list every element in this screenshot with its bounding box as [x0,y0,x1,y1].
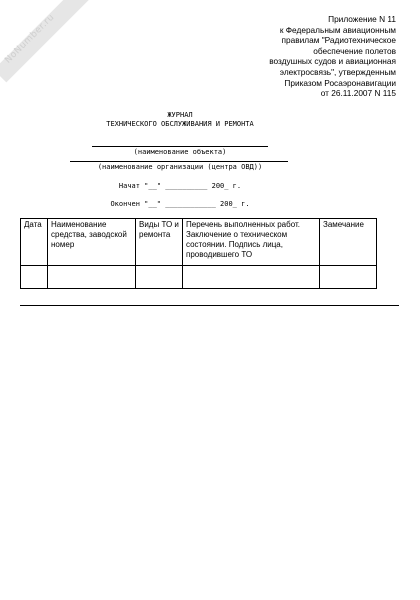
column-header-remarks: Замечание [320,219,377,266]
journal-subtitle: ТЕХНИЧЕСКОГО ОБСЛУЖИВАНИЯ И РЕМОНТА [106,120,254,128]
column-header-work-list: Перечень выполненных работ. Заключение о техническом состоянии. Подпись лица, проводившего ТО [183,219,320,266]
divider [20,305,399,306]
appendix-line: Приказом Росаэронавигации [284,77,396,88]
object-name-line [92,146,268,147]
appendix-line: правилам "Радиотехническое [281,35,396,46]
appendix-note [196,14,396,99]
appendix-line: воздушных судов и авиационная [269,56,396,67]
table-cell [136,266,183,289]
appendix-line: электросвязь", утвержденным [279,66,396,77]
table-row [21,266,377,289]
journal-title: ЖУРНАЛ [167,111,193,119]
object-name-caption: (наименование объекта) [133,148,227,156]
appendix-line: Приложение N 11 [328,14,396,24]
organization-name-caption: (наименование организации (центра ОВД)) [97,163,263,171]
appendix-line: от 26.11.2007 N 115 [320,88,396,99]
started-date-field: Начат "__" __________ 200_ г. [118,182,242,190]
table-cell [183,266,320,289]
column-header-maintenance-type: Виды ТО и ремонта [136,219,183,266]
finished-date-field: Окончен "__" ____________ 200_ г. [110,200,250,208]
organization-name-line [70,161,288,162]
watermark: NoNumber.ru [3,12,57,66]
table-cell [21,266,48,289]
column-header-equipment: Наименование средства, заводской номер [48,219,136,266]
column-header-date: Дата [21,219,48,266]
appendix-line: к Федеральным авиационным [279,24,396,35]
table-header-row [21,219,377,266]
table-cell [48,266,136,289]
maintenance-log-table [20,218,377,289]
table-cell [320,266,377,289]
appendix-line: обеспечение полетов [313,45,396,56]
